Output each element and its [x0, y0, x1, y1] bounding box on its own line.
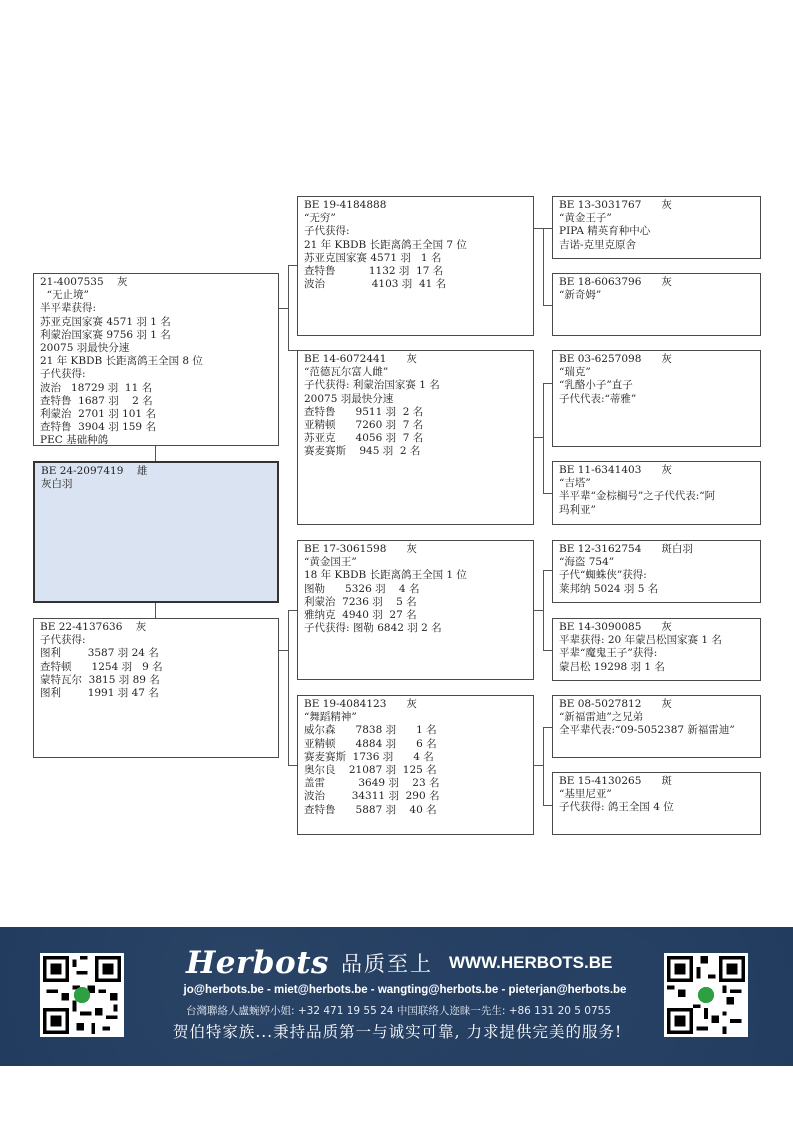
card-line: 子代获得: 利蒙治国家赛 1 名	[304, 379, 440, 392]
card-line: PIPA 精英育种中心	[559, 225, 651, 238]
card-line: BE 13-3031767 灰	[559, 199, 672, 211]
card-line: “黄金国王”	[304, 556, 357, 569]
card-line: BE 22-4137636 灰	[40, 621, 147, 633]
card-line: “无穷”	[304, 212, 336, 225]
card-line: BE 14-6072441 灰	[304, 353, 417, 365]
card-line: 莱邦纳 5024 羽 5 名	[559, 582, 659, 595]
card-line: 苏亚克国家赛 4571 羽 1 名	[304, 251, 442, 264]
great-grandparent-card	[552, 273, 761, 336]
connector	[533, 228, 543, 229]
footer-banner	[0, 927, 793, 1066]
great-grandparent-card	[552, 772, 761, 835]
card-line: “瑞克”	[559, 366, 591, 379]
card-line: BE 03-6257098 灰	[559, 353, 672, 365]
brand-row	[186, 945, 612, 981]
connector	[155, 602, 156, 618]
card-line: “黄金王子”	[559, 212, 612, 225]
card-line: 子代获得:	[40, 634, 86, 647]
great-grandparent-card	[552, 540, 761, 603]
card-line: 查特顿 1254 羽 9 名	[40, 660, 163, 673]
card-line: BE 15-4130265 斑	[559, 775, 672, 787]
connector	[543, 493, 552, 494]
card-line: BE 11-6341403 灰	[559, 464, 672, 476]
great-grandparent-card	[552, 350, 761, 447]
connector	[543, 727, 552, 728]
connector	[533, 610, 543, 611]
card-line: 蒙特瓦尔 3815 羽 89 名	[40, 673, 160, 686]
card-line: 子代获得:	[40, 368, 86, 381]
great-grandparent-card	[552, 461, 761, 525]
card-line: 苏亚克 4056 羽 7 名	[304, 432, 424, 445]
card-line: 20075 羽最快分速	[40, 342, 130, 355]
connector	[543, 305, 552, 306]
card-line: 全平辈代表:“09-5052387 新福雷迪”	[559, 724, 735, 737]
card-line: 查特鲁 1132 羽 17 名	[304, 265, 444, 278]
connector	[278, 308, 288, 309]
card-line: 波治 18729 羽 11 名	[40, 381, 153, 394]
card-line: 半平辈获得:	[40, 302, 97, 315]
connector	[543, 805, 552, 806]
card-line: 21 年 KBDB 长距离鸽王全国 8 位	[40, 355, 203, 368]
connector	[543, 383, 544, 493]
card-line: 赛麦赛斯 945 羽 2 名	[304, 445, 421, 458]
wechat-qr-code-icon[interactable]	[664, 953, 748, 1037]
card-line: 波治 34311 羽 290 名	[304, 790, 440, 803]
card-line: 盖雷 3649 羽 23 名	[304, 777, 440, 790]
card-line: 图勒 5326 羽 4 名	[304, 582, 420, 595]
connector	[543, 570, 544, 650]
grandparent-card	[297, 695, 534, 835]
card-line: “舞蹈精神”	[304, 711, 357, 724]
great-grandparent-card	[552, 695, 761, 758]
card-line: 奥尔良 21087 羽 125 名	[304, 764, 437, 777]
card-line: PEC 基础种鸽	[40, 434, 109, 446]
card-line: 图利 1991 羽 47 名	[40, 687, 159, 700]
card-line: 威尔森 7838 羽 1 名	[304, 724, 437, 737]
connector	[533, 437, 543, 438]
great-grandparent-card	[552, 618, 761, 681]
card-line: BE 19-4084123 灰	[304, 698, 417, 710]
card-line: 子代获得: 图勒 6842 羽 2 名	[304, 622, 442, 635]
card-line: 查特鲁 5887 羽 40 名	[304, 803, 437, 816]
card-line: 平辈“魔鬼王子”获得:	[559, 647, 658, 660]
card-line: 利蒙治 2701 羽 101 名	[40, 408, 156, 421]
card-line: 21-4007535 灰	[40, 276, 128, 288]
connector	[543, 228, 552, 229]
card-line: 子代代表:“蒂雅”	[559, 392, 637, 405]
connector	[543, 727, 544, 805]
card-line: 图利 3587 羽 24 名	[40, 647, 159, 660]
email-list[interactable]: jo@herbots.be - miet@herbots.be - wangting@herbots.be - pieterjan@herbots.be	[183, 984, 627, 996]
card-line: “吉塔”	[559, 477, 591, 490]
card-line: “范德瓦尔富人雌”	[304, 366, 389, 379]
card-line: BE 17-3061598 灰	[304, 543, 417, 555]
card-line: 利蒙治 7236 羽 5 名	[304, 595, 417, 608]
card-line: BE 24-2097419 雄	[41, 465, 148, 477]
connector	[288, 610, 297, 611]
grandparent-card	[297, 350, 534, 525]
dam-card	[33, 618, 279, 758]
card-line: “乳酪小子”直子	[559, 379, 633, 392]
herbots-logo: Herbots	[186, 945, 329, 981]
great-grandparent-card	[552, 196, 761, 259]
card-line: “新奇姆”	[559, 289, 602, 302]
qr-code-icon[interactable]	[40, 953, 124, 1037]
connector	[543, 383, 552, 384]
card-line: “无止境”	[40, 289, 89, 302]
card-line: 蒙吕松 19298 羽 1 名	[559, 660, 665, 673]
connector	[288, 765, 297, 766]
card-line: 子代获得: 鸽王全国 4 位	[559, 801, 674, 814]
card-line: “基里尼亚”	[559, 788, 612, 801]
card-line: “新福雷迪”之兄弟	[559, 711, 644, 724]
card-line: 灰白羽	[41, 478, 73, 491]
card-line: 玛利亚”	[559, 503, 596, 516]
connector	[155, 445, 156, 461]
card-line: 亚精顿 4884 羽 6 名	[304, 737, 437, 750]
grandparent-card	[297, 196, 534, 336]
connector	[288, 610, 289, 765]
card-line: 查特鲁 1687 羽 2 名	[40, 394, 153, 407]
contact-phones: 台灣聯絡人盧蜿婷小姐: +32 471 19 55 24 中国联络人迩睐一先生: +86 131 20 5 0755	[185, 1005, 612, 1017]
card-line: BE 14-3090085 灰	[559, 621, 672, 633]
card-line: 半平辈“金棕榈号”之子代代表:“阿	[559, 490, 716, 503]
card-line: 平辈获得: 20 年蒙吕松国家赛 1 名	[559, 634, 722, 647]
connector	[533, 765, 543, 766]
footer-tagline: 贺伯特家族...秉持品质第一与诚实可靠, 力求提供完美的服务!	[172, 1023, 623, 1041]
connector	[543, 570, 552, 571]
card-line: BE 08-5027812 灰	[559, 698, 672, 710]
card-line: BE 12-3162754 斑白羽	[559, 543, 693, 555]
card-line: 苏亚克国家赛 4571 羽 1 名	[40, 315, 171, 328]
card-line: 21 年 KBDB 长距离鸽王全国 7 位	[304, 238, 467, 251]
connector	[543, 228, 544, 305]
subject-card	[33, 461, 279, 603]
card-line: 18 年 KBDB 长距离鸽王全国 1 位	[304, 569, 467, 582]
card-line: 20075 羽最快分速	[304, 392, 394, 405]
connector	[288, 350, 297, 351]
grandparent-card	[297, 540, 534, 680]
card-line: BE 19-4184888	[304, 199, 387, 211]
slogan: 品质至上	[340, 952, 433, 976]
connector	[288, 265, 289, 351]
card-line: 查特鲁 9511 羽 2 名	[304, 405, 424, 418]
card-line: 波治 4103 羽 41 名	[304, 278, 447, 291]
card-line: BE 18-6063796 灰	[559, 276, 672, 288]
sire-card	[33, 273, 279, 446]
card-line: 亚精顿 7260 羽 7 名	[304, 419, 424, 432]
card-line: 子代获得:	[304, 225, 350, 238]
card-line: 赛麦赛斯 1736 羽 4 名	[304, 750, 434, 763]
card-line: 吉诺-克里克原舍	[559, 238, 637, 251]
card-line: 子代“蜘蛛侠”获得:	[559, 569, 647, 582]
card-line: “海盗 754”	[559, 556, 615, 569]
connector	[278, 650, 288, 651]
card-line: 查特鲁 3904 羽 159 名	[40, 421, 156, 434]
connector	[543, 650, 552, 651]
card-line: 雅纳克 4940 羽 27 名	[304, 609, 417, 622]
card-line: 利蒙治国家赛 9756 羽 1 名	[40, 328, 171, 341]
connector	[288, 265, 297, 266]
website-link[interactable]: WWW.HERBOTS.BE	[448, 953, 613, 972]
